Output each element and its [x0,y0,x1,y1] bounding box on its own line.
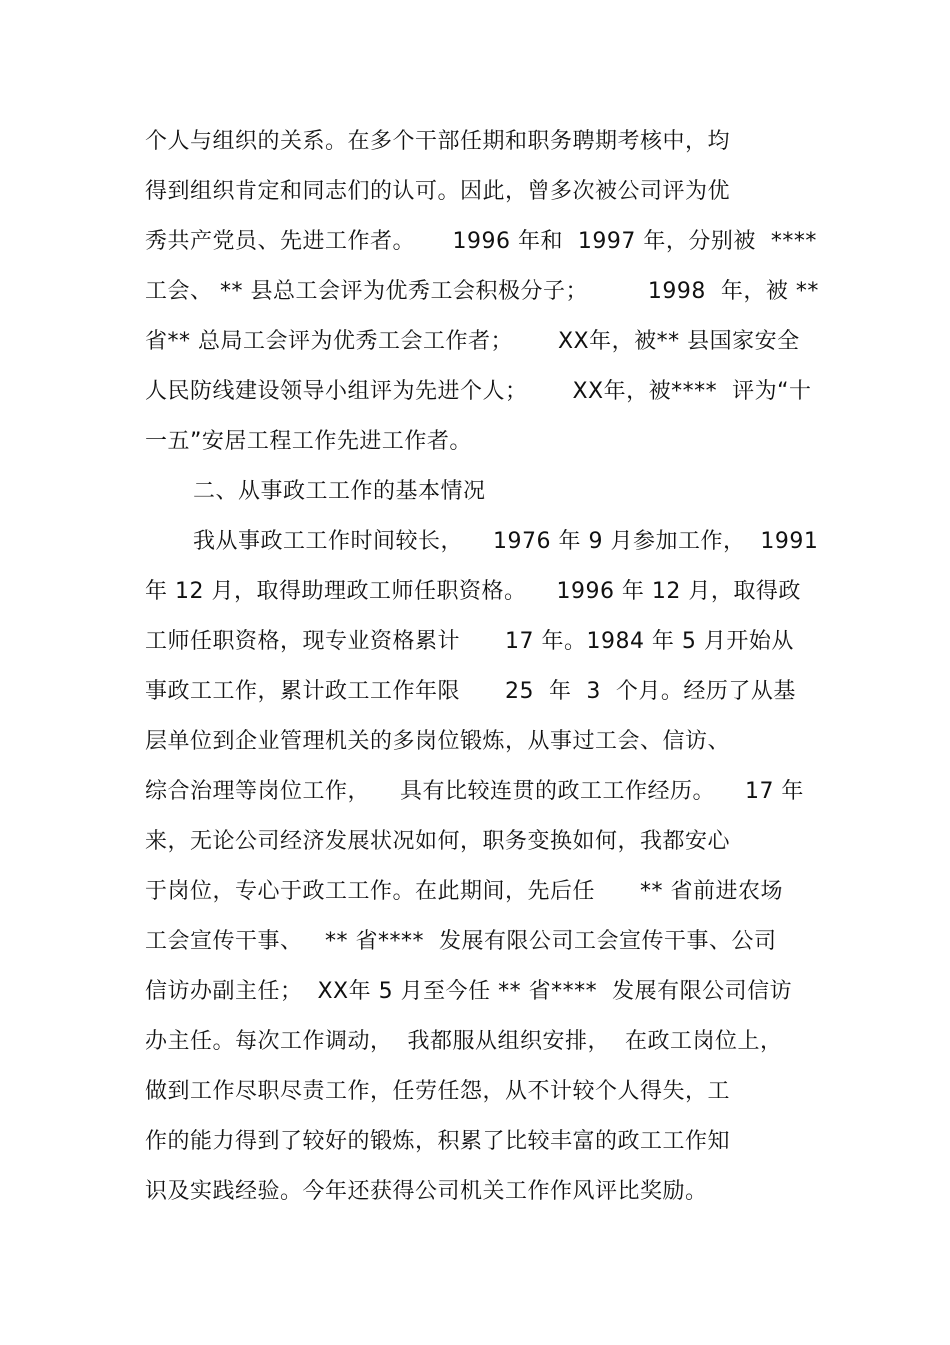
text-line: 于岗位，专心于政工工作。在此期间，先后任 ** 省前进农场 [145,879,783,904]
text-line: 来，无论公司经济发展状况如何，职务变换如何，我都安心 [145,829,731,854]
text-line: 工师任职资格，现专业资格累计 17 年。1984 年 5 月开始从 [145,629,794,654]
text-line: 办主任。每次工作调动， 我都服从组织安排， 在政工岗位上， [145,1029,783,1054]
text-line: 层单位到企业管理机关的多岗位锻炼，从事过工会、信访、 [145,729,731,754]
paragraph-first-line: 我从事政工工作时间较长， 1976 年 9 月参加工作， 1991 [193,529,819,554]
text-line: 做到工作尽职尽责工作，任劳任怨，从不计较个人得失，工 [145,1079,731,1104]
text-line: 省** 总局工会评为优秀工会工作者； XX年，被** 县国家安全 [145,329,800,354]
text-line: 个人与组织的关系。在多个干部任期和职务聘期考核中，均 [145,129,731,154]
text-line: 工会、 ** 县总工会评为优秀工会积极分子； 1998 年，被 ** [145,279,819,304]
text-line: 工会宣传干事、 ** 省**** 发展有限公司工会宣传干事、公司 [145,929,777,954]
text-line: 一五”安居工程工作先进工作者。 [145,429,472,454]
text-line: 年 12 月，取得助理政工师任职资格。 1996 年 12 月，取得政 [145,579,801,604]
text-line: 综合治理等岗位工作， 具有比较连贯的政工工作经历。 17 年 [145,779,804,804]
text-line: 作的能力得到了较好的锻炼，积累了比较丰富的政工工作知 [145,1129,731,1154]
text-line: 信访办副主任； XX年 5 月至今任 ** 省**** 发展有限公司信访 [145,979,793,1004]
text-line: 得到组织肯定和同志们的认可。因此，曾多次被公司评为优 [145,179,731,204]
text-line: 人民防线建设领导小组评为先进个人； XX年，被**** 评为“十 [145,379,812,404]
text-line: 识及实践经验。今年还获得公司机关工作作风评比奖励。 [145,1179,708,1204]
section-heading: 二、从事政工工作的基本情况 [193,479,486,504]
text-line: 事政工工作，累计政工工作年限 25 年 3 个月。经历了从基 [145,679,796,704]
text-line: 秀共产党员、先进工作者。 1996 年和 1997 年，分别被 **** [145,229,817,254]
